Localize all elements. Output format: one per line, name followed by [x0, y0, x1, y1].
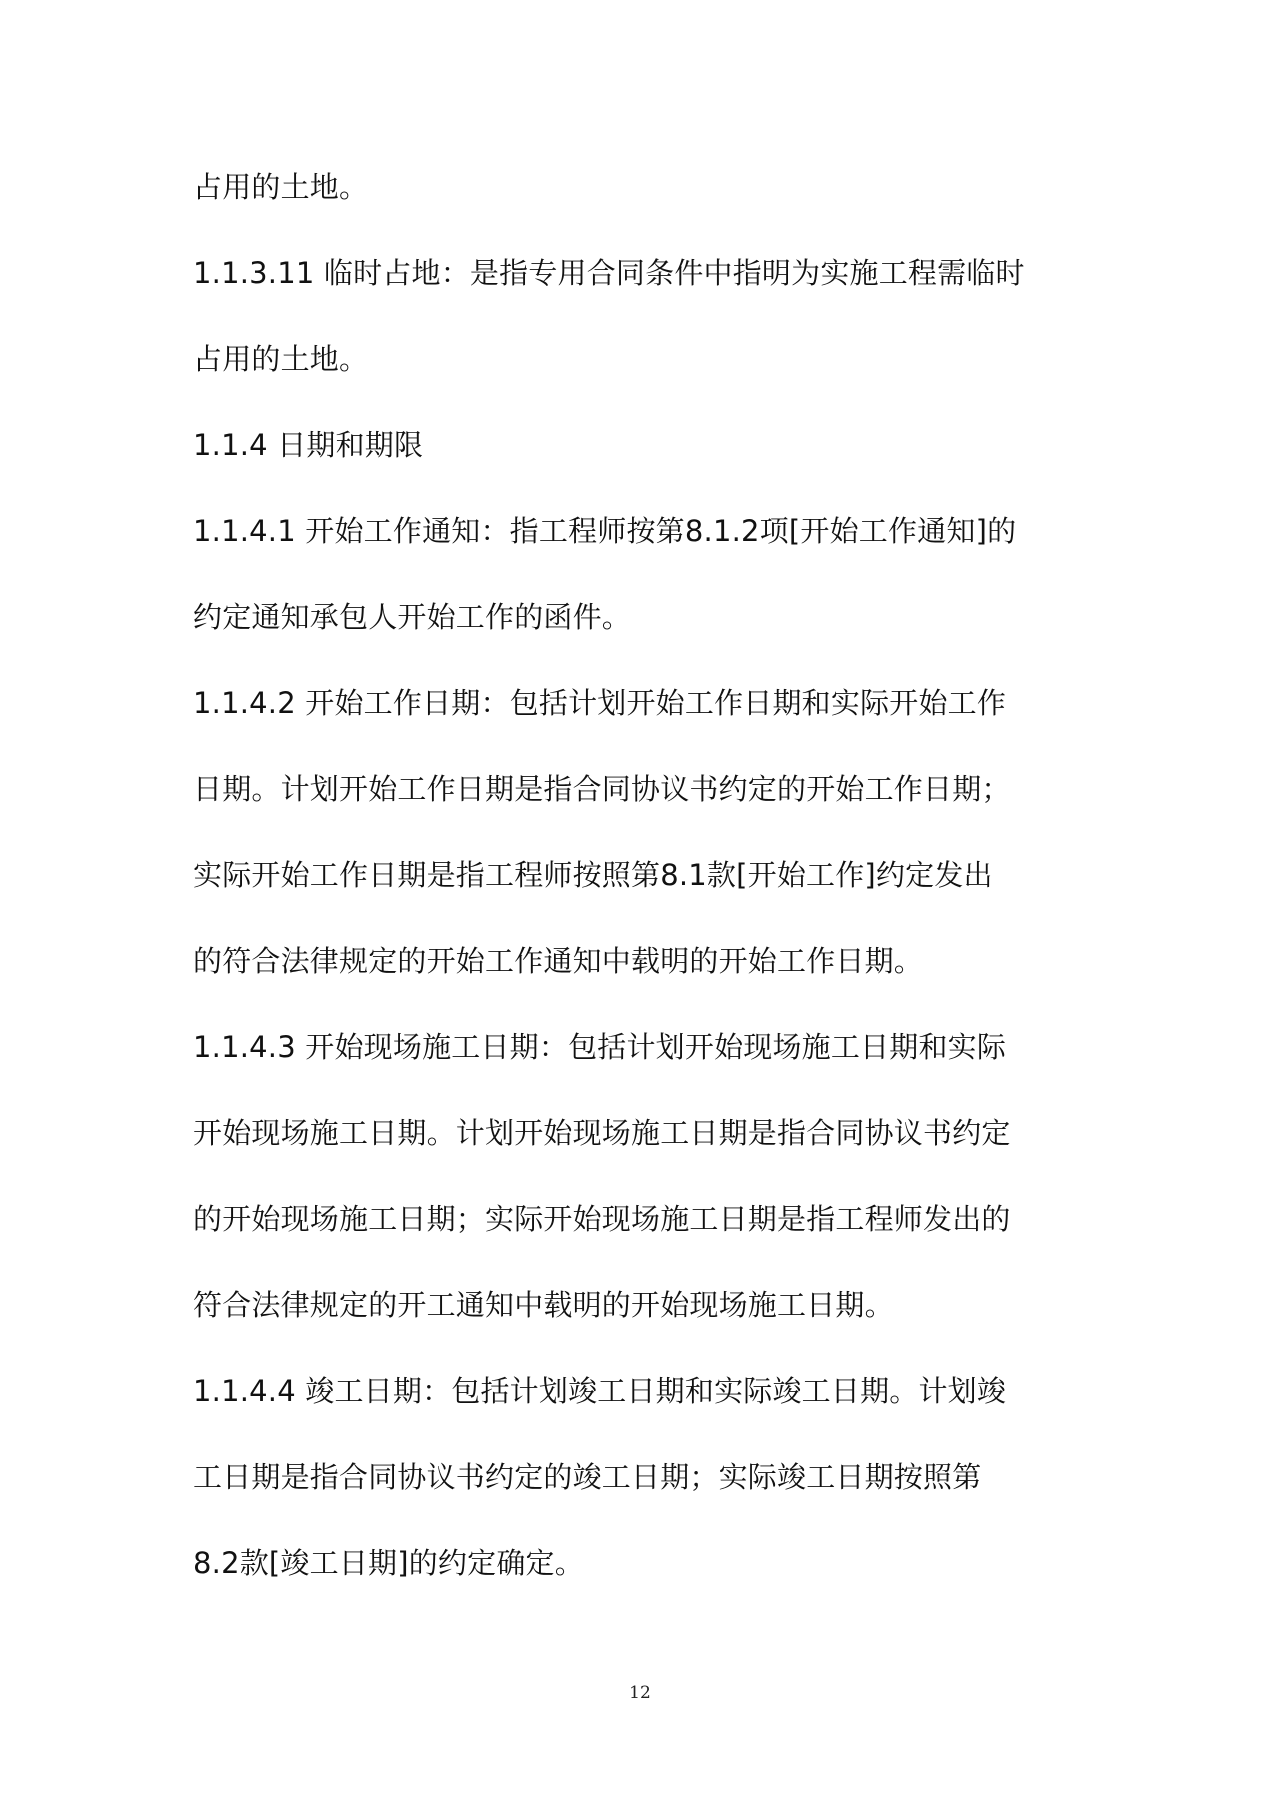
text-line: 1.1.4.1 开始工作通知：指工程师按第8.1.2项[开始工作通知]的 [193, 514, 1017, 548]
page-number: 12 [629, 1683, 651, 1703]
document-body [193, 144, 1093, 1606]
text-line: 1.1.4.4 竣工日期：包括计划竣工日期和实际竣工日期。计划竣 [193, 1374, 1007, 1408]
text-line: 1.1.4.3 开始现场施工日期：包括计划开始现场施工日期和实际 [193, 1030, 1007, 1064]
text-line: 1.1.4.2 开始工作日期：包括计划开始工作日期和实际开始工作 [193, 686, 1007, 720]
text-line: 1.1.3.11 临时占地：是指专用合同条件中指明为实施工程需临时 [193, 256, 1025, 290]
clause-1-1-4-2 [193, 660, 1093, 1004]
text-line: 8.2款[竣工日期]的约定确定。 [193, 1546, 584, 1580]
text-line: 约定通知承包人开始工作的函件。 [193, 600, 632, 634]
text-line: 的符合法律规定的开始工作通知中载明的开始工作日期。 [193, 944, 924, 978]
text-line: 工日期是指合同协议书约定的竣工日期；实际竣工日期按照第 [193, 1460, 982, 1494]
paragraph-continuation [193, 144, 1093, 230]
text-line: 占用的土地。 [193, 170, 369, 204]
text-line: 日期。计划开始工作日期是指合同协议书约定的开始工作日期； [193, 772, 1011, 806]
section-heading-1-1-4 [193, 402, 1093, 488]
text-line: 开始现场施工日期。计划开始现场施工日期是指合同协议书约定 [193, 1116, 1011, 1150]
text-line: 符合法律规定的开工通知中载明的开始现场施工日期。 [193, 1288, 894, 1322]
text-line: 的开始现场施工日期；实际开始现场施工日期是指工程师发出的 [193, 1202, 1011, 1236]
clause-1-1-3-11 [193, 230, 1093, 402]
text-line: 实际开始工作日期是指工程师按照第8.1款[开始工作]约定发出 [193, 858, 993, 892]
text-line: 1.1.4 日期和期限 [193, 428, 424, 462]
text-line: 占用的土地。 [193, 342, 369, 376]
clause-1-1-4-1 [193, 488, 1093, 660]
clause-1-1-4-4 [193, 1348, 1093, 1606]
clause-1-1-4-3 [193, 1004, 1093, 1348]
